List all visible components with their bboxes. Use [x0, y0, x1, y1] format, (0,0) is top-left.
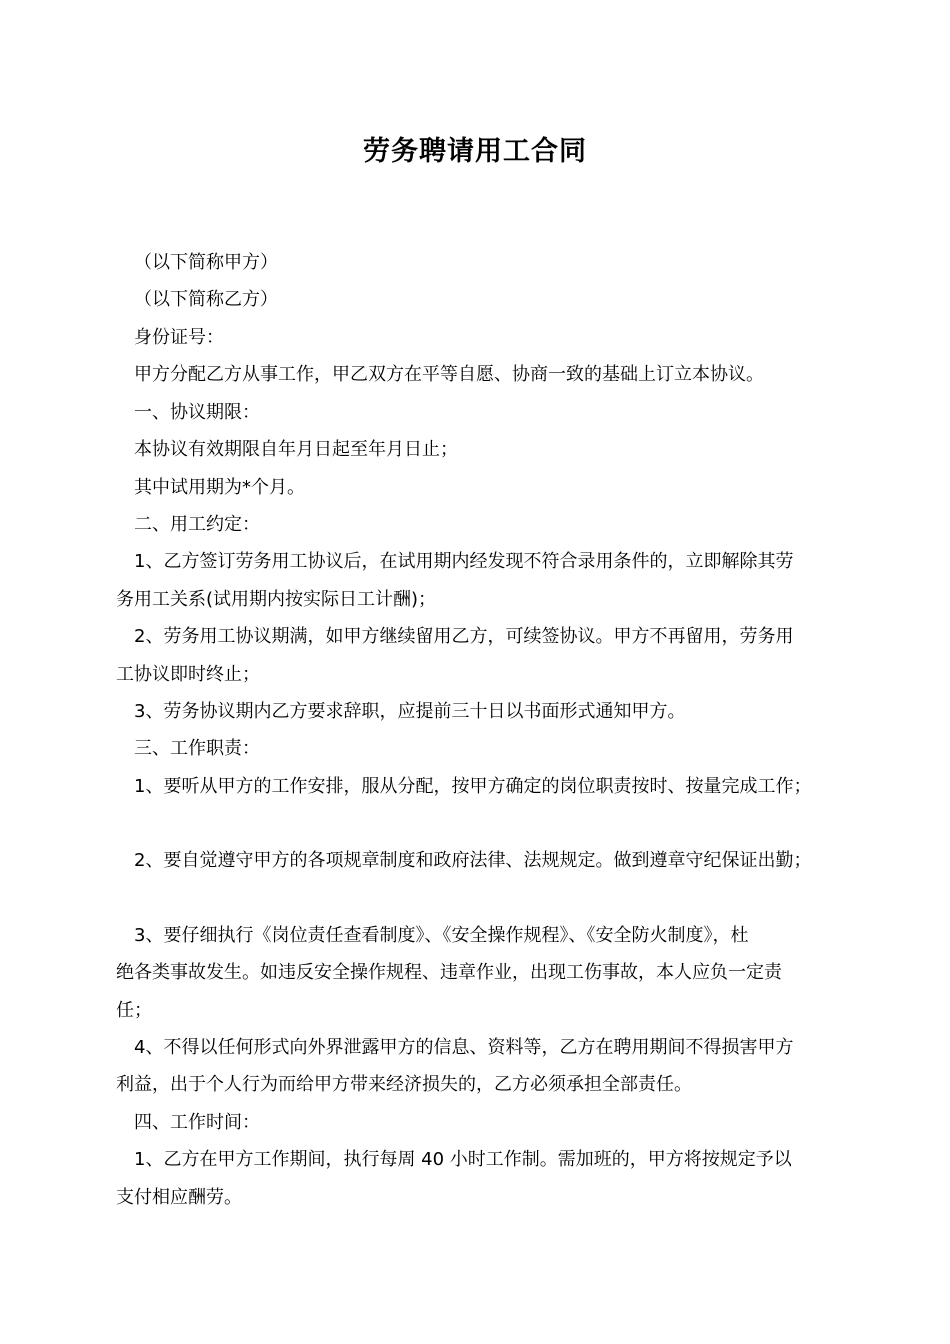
employment-clause-3: 3、劳务协议期内乙方要求辞职，应提前三十日以书面形式通知甲方。	[134, 701, 686, 722]
employment-clause-2-line-1: 2、劳务用工协议期满，如甲方继续留用乙方，可续签协议。甲方不再留用，劳务用	[134, 626, 794, 647]
duty-clause-3-line-2: 绝各类事故发生。如违反安全操作规程、违章作业，出现工伤事故，本人应负一定责	[116, 962, 782, 983]
party-a-line: （以下简称甲方）	[134, 252, 278, 273]
preamble-paragraph: 甲方分配乙方从事工作，甲乙双方在平等自愿、协商一致的基础上订立本协议。	[134, 364, 764, 385]
duty-clause-4-line-1: 4、不得以任何形式向外界泄露甲方的信息、资料等，乙方在聘用期间不得损害甲方	[134, 1037, 794, 1058]
duty-clause-4-line-2: 利益，出于个人行为而给甲方带来经济损失的，乙方必须承担全部责任。	[116, 1074, 692, 1095]
probation-paragraph: 其中试用期为*个月。	[134, 477, 305, 498]
contract-title: 劳务聘请用工合同	[363, 136, 587, 167]
section-heading-term: 一、协议期限：	[134, 402, 260, 423]
employment-clause-1-line-2: 务用工关系(试用期内按实际日工计酬)；	[116, 589, 437, 610]
id-number-line: 身份证号：	[134, 327, 224, 348]
section-heading-hours: 四、工作时间：	[134, 1112, 260, 1133]
employment-clause-2-line-2: 工协议即时终止；	[116, 664, 260, 685]
term-paragraph: 本协议有效期限自年月日起至年月日止；	[134, 439, 458, 460]
duty-clause-3-line-1: 3、要仔细执行《岗位责任查看制度》、《安全操作规程》、《安全防火制度》，杜	[134, 925, 749, 946]
duty-clause-2: 2、要自觉遵守甲方的各项规章制度和政府法律、法规规定。做到遵章守纪保证出勤；	[134, 850, 812, 871]
hours-clause-1-line-2: 支付相应酬劳。	[116, 1187, 242, 1208]
hours-clause-1-line-1: 1、乙方在甲方工作期间，执行每周 40 小时工作制。需加班的，甲方将按规定予以	[134, 1149, 792, 1170]
duty-clause-3-line-3: 任；	[116, 1000, 152, 1021]
section-heading-duties: 三、工作职责：	[134, 738, 260, 759]
party-b-line: （以下简称乙方）	[134, 289, 278, 310]
duty-clause-1: 1、要听从甲方的工作安排，服从分配，按甲方确定的岗位职责按时、按量完成工作；	[134, 776, 812, 797]
section-heading-employment: 二、用工约定：	[134, 514, 260, 535]
employment-clause-1-line-1: 1、乙方签订劳务用工协议后，在试用期内经发现不符合录用条件的，立即解除其劳	[134, 551, 794, 572]
